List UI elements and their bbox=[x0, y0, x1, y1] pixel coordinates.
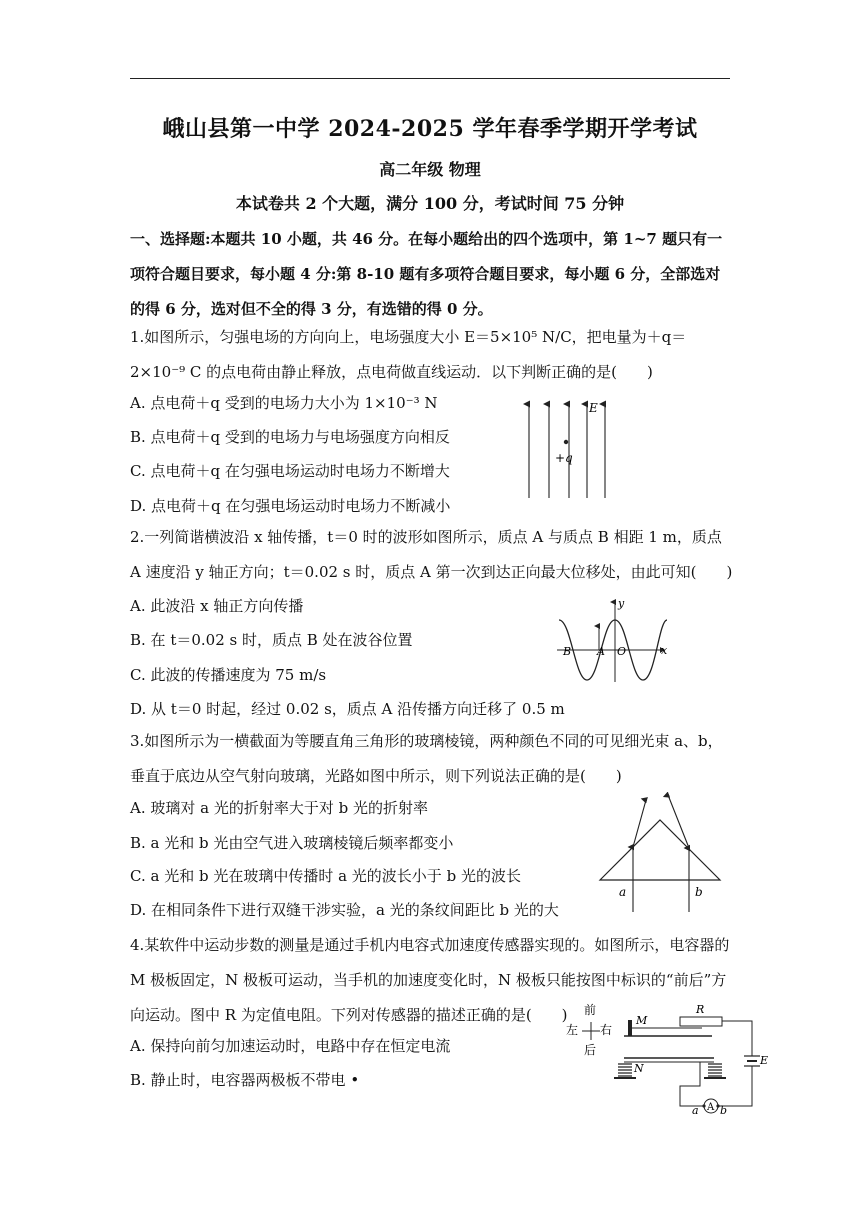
exam-subtitle: 高二年级 物理 bbox=[379, 160, 481, 179]
wave-label-a: A bbox=[597, 645, 605, 658]
question-3-stem: 3.如图所示为一横截面为等腰直角三角形的玻璃棱镜，两种颜色不同的可见细光束 a、b，垂直于底边从空气射向玻璃，光路如图中所示，则下列说法正确的是( ) bbox=[130, 732, 723, 785]
question-3-option-c: C. a 光和 b 光在玻璃中传播时 a 光的波长小于 b 光的波长 bbox=[130, 867, 521, 885]
question-4-figure bbox=[562, 1000, 772, 1116]
question-4-option-b: B. 静止时，电容器两极板不带电 • bbox=[130, 1071, 360, 1089]
question-3-option-b: B. a 光和 b 光由空气进入玻璃棱镜后频率都变小 bbox=[130, 834, 454, 852]
plate-m-label: M bbox=[636, 1014, 648, 1027]
plate-n-label: N bbox=[634, 1062, 644, 1075]
section-instructions: 一、选择题:本题共 10 小题，共 46 分。在每小题给出的四个选项中，第 1~7 题只有一项符合题目要求，每小题 4 分:第 8-10 题有多项符合题目要求，每小题 6 分，全部选对的得 6 分，选对但不全的得 3 分，有选错的得 0 分。 bbox=[130, 230, 723, 318]
terminal-b: b bbox=[720, 1104, 728, 1116]
wave-label-o: O bbox=[617, 645, 627, 658]
question-3-option-d: D. 在相同条件下进行双缝干涉实验，a 光的条纹间距比 b 光的大 bbox=[130, 901, 559, 919]
dir-left: 左 bbox=[566, 1023, 579, 1037]
question-1-figure bbox=[515, 398, 615, 500]
wave-label-x: x bbox=[661, 644, 668, 657]
question-2-option-b: B. 在 t＝0.02 s 时，质点 B 处在波谷位置 bbox=[130, 631, 413, 649]
question-4-stem: 4.某软件中运动步数的测量是通过手机内电容式加速度传感器实现的。如图所示，电容器的 M 极板固定，N 极板可运动，当手机的加速度变化时，N 极板只能按图中标识的“前后”方向运动。图中 R 为定值电阻。下列对传感器的描述正确的是( ) bbox=[130, 936, 730, 1024]
question-2-option-d: D. 从 t＝0 时起，经过 0.02 s，质点 A 沿传播方向迁移了 0.5 m bbox=[130, 700, 565, 718]
ray-b-refracted bbox=[668, 795, 689, 848]
charge-label: +q bbox=[555, 451, 573, 465]
question-2-option-c: C. 此波的传播速度为 75 m/s bbox=[130, 666, 327, 684]
field-label: E bbox=[589, 401, 598, 415]
spring-left bbox=[618, 1064, 632, 1076]
question-1-stem: 1.如图所示，匀强电场的方向向上，电场强度大小 E＝5×10⁵ N/C，把电量为＋q＝2×10⁻⁹ C 的点电荷由静止释放，点电荷做直线运动．以下判断正确的是( ) bbox=[130, 328, 687, 381]
terminal-a: a bbox=[692, 1104, 699, 1116]
dir-right: 右 bbox=[600, 1023, 613, 1037]
question-2-stem: 2.一列简谐横波沿 x 轴传播，t＝0 时的波形如图所示，质点 A 与质点 B 相距 1 m，质点 A 速度沿 y 轴正方向；t＝0.02 s 时，质点 A 第一次到达正向最大位移处，由此可知( ) bbox=[130, 528, 733, 581]
question-3-figure bbox=[596, 792, 730, 916]
prism bbox=[600, 820, 720, 880]
question-4-option-a: A. 保持向前匀加速运动时，电路中存在恒定电流 bbox=[130, 1037, 451, 1055]
exam-title: 峨山县第一中学 2024-2025 学年春季学期开学考试 bbox=[162, 116, 698, 142]
ray-label-b: b bbox=[695, 885, 703, 899]
question-1-option-d: D. 点电荷＋q 在匀强电场运动时电场力不断减小 bbox=[130, 497, 451, 515]
wave-label-b: B bbox=[563, 645, 572, 658]
spring-right bbox=[708, 1064, 722, 1076]
ray-label-a: a bbox=[619, 885, 627, 899]
question-1-option-b: B. 点电荷＋q 受到的电场力与电场强度方向相反 bbox=[130, 428, 450, 446]
question-3-option-a: A. 玻璃对 a 光的折射率大于对 b 光的折射率 bbox=[130, 799, 428, 817]
plate-m bbox=[628, 1020, 632, 1036]
wave-label-y: y bbox=[618, 597, 625, 610]
exam-info: 本试卷共 2 个大题，满分 100 分，考试时间 75 分钟 bbox=[235, 194, 625, 213]
resistor bbox=[680, 1017, 722, 1026]
header-rule bbox=[130, 78, 730, 79]
point-charge bbox=[564, 440, 568, 444]
question-1-option-c: C. 点电荷＋q 在匀强电场运动时电场力不断增大 bbox=[130, 462, 450, 480]
question-2-figure bbox=[553, 596, 673, 684]
ammeter-label: A bbox=[707, 1102, 715, 1113]
question-2-option-a: A. 此波沿 x 轴正方向传播 bbox=[130, 597, 304, 615]
resistor-label: R bbox=[696, 1003, 705, 1016]
dir-front: 前 bbox=[584, 1003, 597, 1017]
question-1-option-a: A. 点电荷＋q 受到的电场力大小为 1×10⁻³ N bbox=[130, 394, 438, 412]
battery-label: E bbox=[760, 1054, 769, 1067]
dir-back: 后 bbox=[584, 1043, 597, 1057]
